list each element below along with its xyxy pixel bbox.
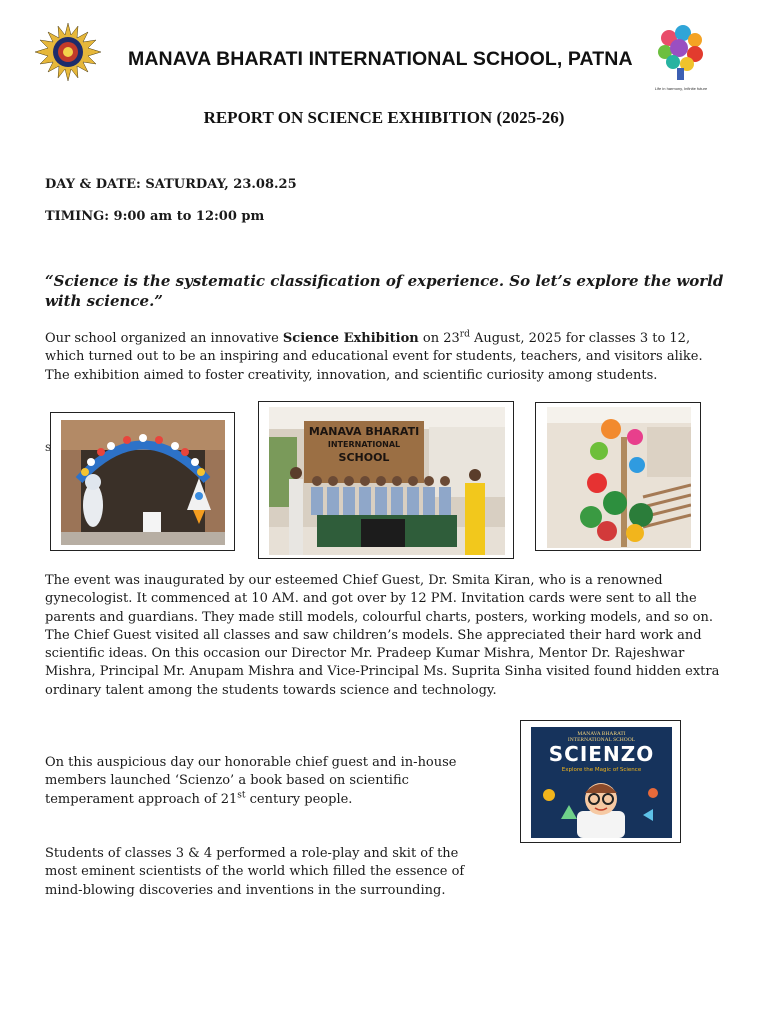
book-cover-frame (520, 720, 681, 843)
launch-sup: st (237, 790, 246, 801)
intro-paragraph (45, 330, 721, 385)
book-subtitle: Explore the Magic of Science (561, 767, 642, 773)
roleplay-paragraph: Students of classes 3 & 4 performed a role-play and skit of the most eminent scientists of the world which filled the essence of mind-blowing discoveries and inventions in the surrounding. (45, 846, 465, 898)
school-emblem-logo (33, 23, 103, 81)
school-banner-text (307, 425, 421, 464)
photo-entrance-arch (50, 412, 235, 551)
launch-paragraph (45, 754, 485, 809)
photo-flower-model (535, 402, 701, 551)
book-title: SCIENZO (548, 742, 655, 766)
scienzo-book-cover (531, 727, 672, 838)
stray-character: s (45, 440, 52, 454)
timing: TIMING: 9:00 am to 12:00 pm (45, 209, 265, 224)
book-school-line-2: INTERNATIONAL SCHOOL (567, 737, 636, 743)
intro-bold: Science Exhibition (282, 331, 419, 346)
banner-line-1: MANAVA BHARATI (308, 425, 420, 438)
day-date: DAY & DATE: SATURDAY, 23.08.25 (45, 177, 297, 192)
intro-text-end: August, 2025 for classes 3 to 12, which turned out to be an inspiring and educational event for students, teachers, and visitors alike. The exhibition aimed to foster creativity, innovation, and scientific curiosity among students. (45, 331, 703, 383)
logo-caption: Life in harmony, Infinite future (654, 86, 708, 91)
intro-text-mid: on 23 (418, 331, 460, 346)
cartoon-scientist-illustration (531, 775, 672, 838)
school-name: MANAVA BHARATI INTERNATIONAL SCHOOL, PATNA (128, 48, 633, 70)
colorful-tree-logo (653, 24, 709, 92)
book-school-line-1: MANAVA BHARATI (577, 731, 626, 737)
report-title: REPORT ON SCIENCE EXHIBITION (2025-26) (203, 108, 565, 127)
banner-line-3: SCHOOL (338, 451, 390, 464)
photo-group-teachers-students (258, 401, 514, 559)
launch-text-end: century people. (245, 791, 353, 807)
banner-line-2: INTERNATIONAL (327, 440, 401, 449)
launch-text-start: On this auspicious day our honorable chief guest and in-house members launched ‘Scienzo’ a book based on scientific temperament approach of 21 (45, 755, 457, 807)
intro-text-start: Our school organized an innovative (45, 331, 283, 346)
inauguration-paragraph: The event was inaugurated by our esteemed Chief Guest, Dr. Smita Kiran, who is a renowned gynecologist. It commenced at 10 AM. and got over by 12 PM. Invitation cards were sent to all the parents and guardians. They made still models, colourful charts, posters, working models, and so on. The Chief Guest visited all classes and saw children’s models. She appreciated their hard work and scientific ideas. On this occasion our Director Mr. Pradeep Kumar Mishra, Mentor Dr. Rajeshwar Mishra, Principal Mr. Anupam Mishra and Vice-Principal Ms. Suprita Sinha visited found hidden extra ordinary talent among the students towards science and technology. (45, 573, 720, 698)
intro-sup: rd (459, 329, 470, 340)
quote: “Science is the systematic classification of experience. So let’s explore the world with science.” (45, 272, 724, 310)
